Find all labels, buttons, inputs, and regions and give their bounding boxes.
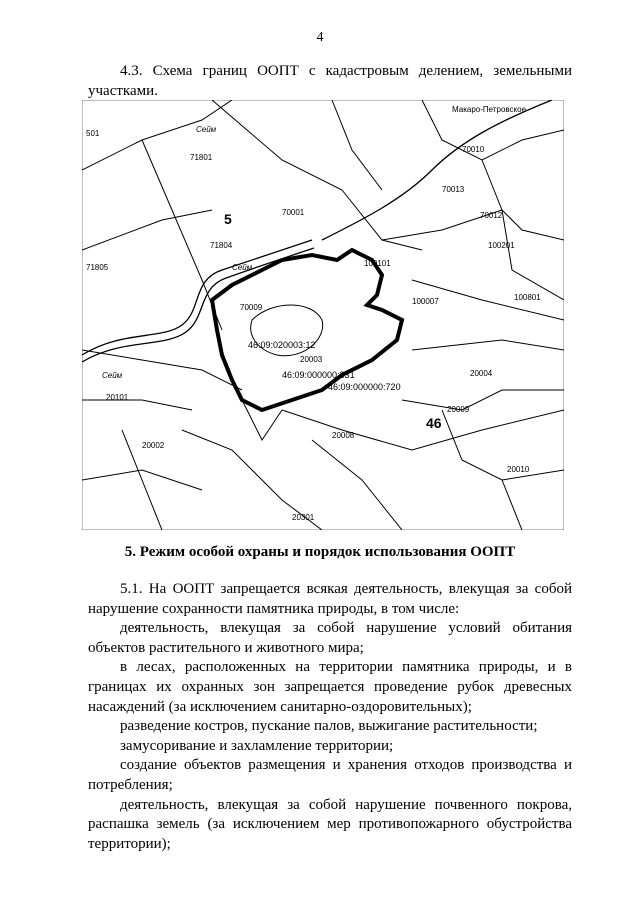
map-label: 70010 [462,145,485,154]
river-label: Сейм [232,263,253,272]
map-label: 100101 [364,259,391,268]
section-title: 5. Режим особой охраны и порядок использования ООПТ [124,544,516,560]
page-number: 4 [316,30,324,45]
map-label: 100801 [514,293,541,302]
paragraph: 5.1. На ООПТ запрещается всякая деятельность, влекущая за собой нарушение сохранности памятника природы, в том числе: [88,581,572,617]
cadastral-number: 46:09:000000:331 [282,370,355,380]
map-label: 20008 [332,431,355,440]
map-label: 71805 [86,263,109,272]
cadastral-number: 46:09:000000:720 [328,382,401,392]
map-label: 100201 [488,241,515,250]
cadastral-map-svg [82,100,564,530]
map-label: 20101 [106,393,129,402]
cadastral-number: 46:09:020003:12 [248,340,316,350]
section-body [88,580,572,854]
map-label: 70001 [282,208,305,217]
map-label: 70009 [240,303,263,312]
map-label: 71804 [210,241,233,250]
figure-heading-line1: 4.3. Схема границ ООПТ с кадастровым делением, земельными [120,63,572,79]
map-label: 20002 [142,441,165,450]
paragraph: создание объектов размещения и хранения отходов производства и потребления; [88,757,572,793]
map-label: 20003 [300,355,323,364]
paragraph: замусоривание и захламление территории; [120,737,394,754]
map-frame [82,100,564,530]
map-label: 100007 [412,297,439,306]
map-label: 46 [426,415,442,431]
paragraph: в лесах, расположенных на территории памятника природы, и в границах их охранных зон запрещается проведение рубок древесных насаждений (за исключением санитарно-оздоровительных); [88,659,572,715]
settlement-label: Макаро-Петровское [452,105,527,114]
map-label: 71801 [190,153,213,162]
map-label: 20301 [292,513,315,522]
paragraph: деятельность, влекущая за собой нарушение почвенного покрова, распашка земель (за исключением мер противопожарного обустройства территории); [88,796,572,852]
river-label: Сейм [102,371,123,380]
cadastral-map [82,100,564,530]
paragraph: деятельность, влекущая за собой нарушение условий обитания объектов растительного и животного мира; [88,620,572,656]
figure-heading [88,61,572,101]
map-label: 70012 [480,211,503,220]
map-label: 20004 [470,369,493,378]
map-label: 70013 [442,185,465,194]
map-label: 501 [86,129,100,138]
map-label: 5 [224,211,232,227]
figure-heading-line2: участками. [88,83,158,99]
map-label: 20010 [507,465,530,474]
paragraph: разведение костров, пускание палов, выжигание растительности; [120,718,538,735]
map-label: 20009 [447,405,470,414]
river-label: Сейм [196,125,217,134]
